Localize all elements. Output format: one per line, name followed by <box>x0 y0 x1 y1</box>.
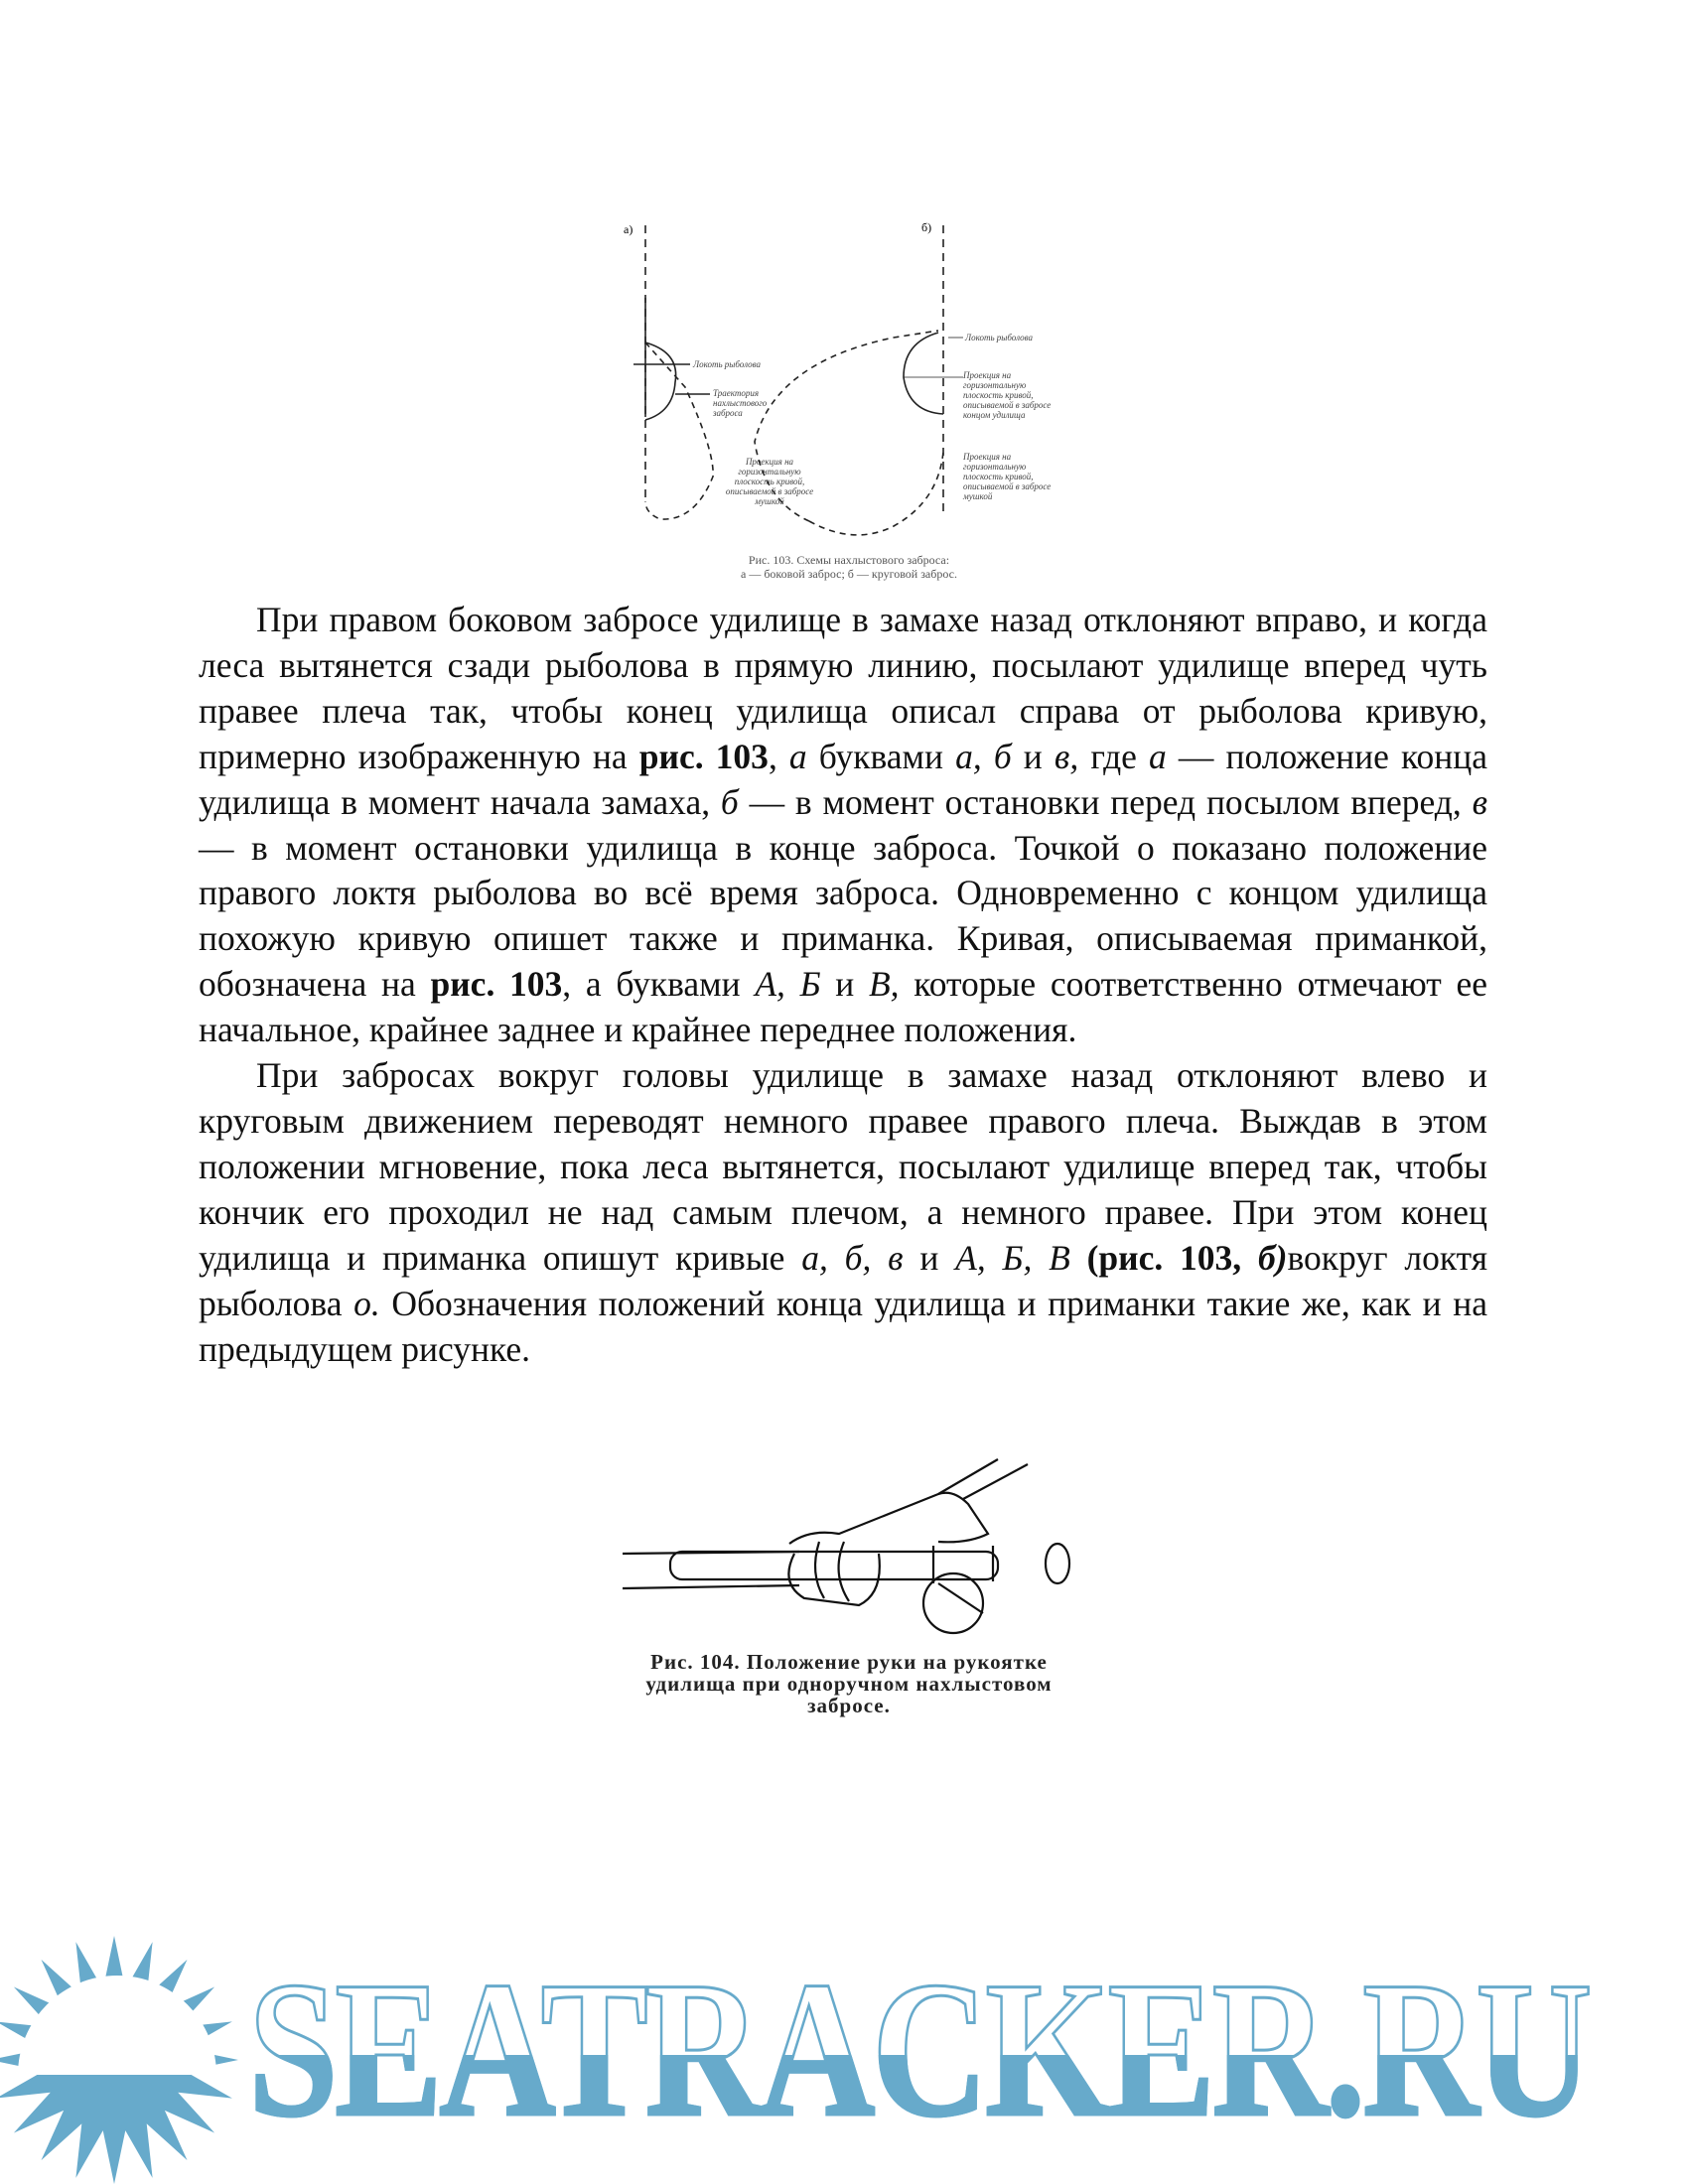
emphasis-run: А, Б <box>755 964 821 1005</box>
emphasis-run: (рис. 103, <box>1086 1237 1258 1278</box>
text-run: При правом боковом забросе удилище в замахе назад отклоняют вправо, и когда леса вытянется сзади рыболова в прямую линию, посылают удилище вперед чуть правее плеча так, чтобы конец удилища описал справа от рыболова кривую, примерно изображенную на <box>199 600 1487 776</box>
text-run: — положение конца удилища в момент начала замаха, <box>199 736 1487 822</box>
figure-104-caption <box>611 1651 1087 1716</box>
emphasis-run: а <box>788 736 807 776</box>
panel-a-label: а) <box>624 222 633 236</box>
text-run: и <box>903 1237 956 1278</box>
figure-103-caption <box>606 553 1092 581</box>
article-body <box>199 598 1487 1372</box>
text-run: вокруг локтя рыболова <box>199 1237 1488 1323</box>
figure-104 <box>611 1434 1087 1732</box>
paragraph-around-head-cast <box>199 1053 1487 1372</box>
text-run: и <box>1011 736 1055 776</box>
text-run: и <box>820 964 869 1005</box>
label-a-trajectory: Траектория нахлыстового заброса <box>713 388 768 418</box>
emphasis-run: а, б, в <box>801 1237 904 1278</box>
emphasis-run: А, Б, В <box>955 1237 1070 1278</box>
emphasis-run: в, <box>1054 736 1079 776</box>
text-run: — в момент остановки перед посылом вперед, <box>738 781 1473 822</box>
text-run: буквами <box>806 736 956 776</box>
text-run <box>1070 1238 1087 1278</box>
caption-line: забросе. <box>807 1694 891 1717</box>
label-a-elbow: Локоть рыболова <box>693 359 761 369</box>
hand-on-rod-illustration <box>611 1434 1087 1643</box>
text-run: , а буквами <box>562 964 756 1005</box>
watermark-text: SEATRACKER.RU <box>248 1921 1589 2179</box>
text-run: Обозначения положений конца удилища и приманки такие же, как и на предыдущем рисунке. <box>199 1283 1487 1369</box>
emphasis-run: рис. 103 <box>638 736 769 776</box>
caption-line: удилища при одноручном нахлыстовом <box>645 1672 1053 1696</box>
text-run: — в момент остановки удилища в конце заброса. Точкой о показано положение правого локтя рыболова во всё время заброса. Одновременно с концом удилища похожую кривую опишет также и приманка. Кривая, описываемая приманкой, обозначена на <box>199 827 1487 1005</box>
text-run: где <box>1078 736 1150 776</box>
emphasis-run: а <box>1149 736 1167 776</box>
label-b-rod-projection: Проекция на горизонтальную плоскость кривой, описываемой в забросе концом удилища <box>963 370 1052 420</box>
text-run: При забросах вокруг головы удилище в замахе назад отклоняют влево и круговым движением переводят немного правее правого плеча. Выждав в этом положении мгновение, пока леса вытянется, посылают удилище вперед так, чтобы кончик его проходил не над самым плечом, а немного правее. При этом конец удилища и приманка опишут кривые <box>199 1055 1487 1278</box>
emphasis-run: рис. 103 <box>430 964 563 1005</box>
caption-line: Рис. 104. Положение руки на рукоятке <box>650 1650 1048 1674</box>
emphasis-run: а, б <box>955 736 1012 776</box>
paragraph-side-cast <box>199 598 1487 1053</box>
figure-103 <box>606 204 1092 586</box>
panel-b-label: б) <box>921 220 932 234</box>
label-a-projection: Проекция на горизонтальную плоскость кривой, описываемой в забросе мушкой <box>725 457 814 506</box>
sun-icon <box>0 1931 238 2184</box>
caption-line: а — боковой заброс; б — круговой заброс. <box>741 567 957 581</box>
text-run: , <box>768 736 789 776</box>
emphasis-run: б <box>720 781 739 822</box>
emphasis-run: б) <box>1257 1237 1288 1278</box>
caption-line: Рис. 103. Схемы нахлыстового заброса: <box>748 553 950 567</box>
emphasis-run: в <box>1472 781 1487 822</box>
label-b-fly-projection: Проекция на горизонтальную плоскость кривой, описываемой в забросе мушкой <box>963 452 1052 501</box>
emphasis-run: В, <box>868 964 900 1005</box>
emphasis-run: о. <box>353 1283 380 1323</box>
seatracker-watermark <box>0 1931 1688 2184</box>
label-b-elbow: Локоть рыболова <box>965 333 1033 342</box>
text-run: которые соответственно отмечают ее начальное, крайнее заднее и крайнее переднее положения. <box>199 964 1487 1050</box>
